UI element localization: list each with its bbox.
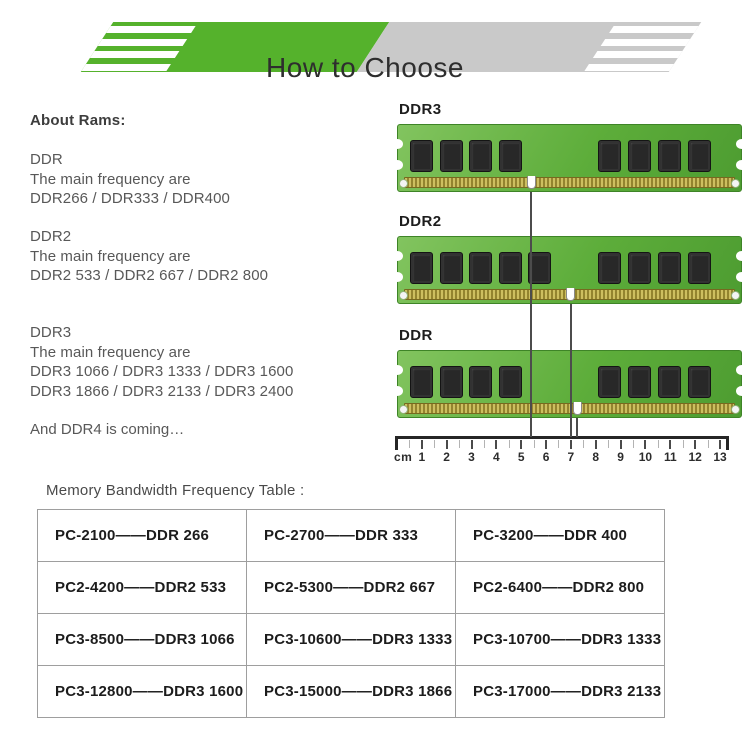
mount-hole	[399, 179, 408, 188]
memory-chip	[598, 252, 621, 284]
ruler-cm-number: 1	[418, 450, 426, 464]
table-cell: PC3-8500——DDR3 1066	[38, 614, 247, 666]
table-row	[38, 562, 665, 614]
memory-chip	[658, 252, 681, 284]
memory-chip	[440, 366, 463, 398]
mount-hole	[731, 291, 740, 300]
ruler-endcap	[726, 436, 729, 450]
ruler-half-tick	[434, 440, 435, 448]
banner-stripe	[81, 64, 172, 71]
memory-chip	[469, 140, 492, 172]
mount-hole	[731, 179, 740, 188]
table-cell: PC2-5300——DDR2 667	[247, 562, 456, 614]
banner-stripe	[601, 39, 701, 46]
banner-stripe	[585, 64, 687, 71]
mount-hole	[399, 291, 408, 300]
module-label-ddr: DDR	[399, 327, 433, 344]
ruler-cm-number: 9	[617, 450, 624, 464]
table-cell: PC3-17000——DDR3 2133	[456, 666, 665, 718]
ruler-half-tick	[683, 440, 684, 448]
text-line: DDR3 1866 / DDR3 2133 / DDR3 2400	[30, 382, 294, 400]
memory-chip	[658, 140, 681, 172]
module-label-ddr3: DDR3	[399, 101, 442, 118]
ruler-cm-number: 13	[713, 450, 727, 464]
ddr4-note: And DDR4 is coming…	[30, 421, 185, 438]
memory-chip	[469, 252, 492, 284]
table-cell: PC3-15000——DDR3 1866	[247, 666, 456, 718]
ruler-endcap	[395, 436, 398, 450]
ruler-cm-number: 3	[468, 450, 475, 464]
text-line: DDR3	[30, 324, 72, 341]
header-banner	[0, 22, 750, 83]
ruler-cm-tick	[471, 440, 473, 449]
frequency-table	[37, 509, 665, 718]
ruler-cm-tick	[644, 440, 646, 449]
text-line: The main frequency are	[30, 247, 191, 265]
memory-chip	[598, 366, 621, 398]
ruler-cm-tick	[620, 440, 622, 449]
ruler-cm-tick	[520, 440, 522, 449]
memory-chip	[628, 140, 651, 172]
text-line: DDR266 / DDR333 / DDR400	[30, 190, 230, 207]
ruler-cm-number: 4	[493, 450, 500, 464]
memory-chip	[658, 366, 681, 398]
memory-chip	[499, 140, 522, 172]
memory-chip	[440, 252, 463, 284]
table-cell: PC-2100——DDR 266	[38, 510, 247, 562]
about-paragraph-ddr2	[30, 227, 268, 286]
memory-chip	[469, 366, 492, 398]
mount-hole	[399, 405, 408, 414]
banner-stripe	[593, 51, 695, 58]
ruler-half-tick	[583, 440, 584, 448]
mount-hole	[731, 405, 740, 414]
text-line: The main frequency are	[30, 343, 191, 361]
memory-chip	[628, 252, 651, 284]
ruler-half-tick	[409, 440, 410, 448]
ruler-unit-label: cm	[394, 450, 413, 464]
ruler-cm-number: 7	[567, 450, 575, 464]
ruler-half-tick	[633, 440, 634, 448]
table-row	[38, 614, 665, 666]
text-line: DDR3 1066 / DDR3 1333 / DDR3 1600	[30, 363, 294, 380]
table-cell: PC2-6400——DDR2 800	[456, 562, 665, 614]
memory-chip	[499, 366, 522, 398]
banner-stripe	[81, 51, 180, 58]
ruler-cm-tick	[495, 440, 497, 449]
memory-chip	[410, 140, 433, 172]
key-notch	[573, 402, 582, 415]
memory-chip	[688, 140, 711, 172]
ruler-half-tick	[708, 440, 709, 448]
memory-chip	[440, 140, 463, 172]
text-line: DDR2	[30, 228, 72, 245]
ruler-cm-number: 6	[542, 450, 550, 464]
ruler-half-tick	[484, 440, 485, 448]
ruler-cm-number: 10	[638, 450, 653, 464]
ruler-cm-number: 12	[688, 450, 702, 464]
ruler-half-tick	[608, 440, 609, 448]
banner-stripe	[609, 26, 701, 33]
notch-leader-line	[570, 304, 572, 437]
ruler-cm-number: 11	[663, 450, 677, 464]
about-paragraph-ddr	[30, 150, 230, 209]
memory-chip	[598, 140, 621, 172]
ruler-cm-tick	[421, 440, 423, 449]
text-line: The main frequency are	[30, 170, 191, 188]
table-cell: PC3-10600——DDR3 1333	[247, 614, 456, 666]
memory-chip	[688, 366, 711, 398]
ruler-half-tick	[534, 440, 535, 448]
notch-leader-line	[530, 192, 532, 437]
table-cell: PC3-10700——DDR3 1333	[456, 614, 665, 666]
key-notch	[527, 176, 536, 189]
banner-stripe	[94, 26, 196, 33]
table-cell: PC3-12800——DDR3 1600	[38, 666, 247, 718]
table-cell: PC2-4200——DDR2 533	[38, 562, 247, 614]
memory-chip	[499, 252, 522, 284]
ruler-cm-number: 8	[592, 450, 600, 464]
table-row	[38, 510, 665, 562]
ruler-bar	[395, 436, 729, 439]
text-line: DDR2 533 / DDR2 667 / DDR2 800	[30, 267, 269, 284]
about-paragraph-ddr3	[30, 323, 293, 401]
ruler-cm-tick	[545, 440, 547, 449]
ram-module-ddr2	[397, 236, 742, 304]
table-cell: PC-2700——DDR 333	[247, 510, 456, 562]
text-line: DDR	[30, 151, 63, 168]
ruler-half-tick	[558, 440, 559, 448]
page-title: How to Choose	[266, 52, 464, 83]
ruler-cm-tick	[446, 440, 448, 449]
memory-chip	[688, 252, 711, 284]
key-notch	[566, 288, 575, 301]
ruler-cm-number: 5	[517, 450, 525, 464]
table-row	[38, 666, 665, 718]
about-heading: About Rams:	[30, 112, 126, 129]
ruler-half-tick	[658, 440, 659, 448]
memory-chip	[410, 366, 433, 398]
ruler-cm-number: 2	[443, 450, 450, 464]
ruler-cm-tick	[694, 440, 696, 449]
ruler-cm-tick	[595, 440, 597, 449]
banner-stripe	[86, 39, 188, 46]
module-label-ddr2: DDR2	[399, 213, 442, 230]
ruler-half-tick	[509, 440, 510, 448]
ruler-half-tick	[459, 440, 460, 448]
memory-chip	[628, 366, 651, 398]
table-cell: PC-3200——DDR 400	[456, 510, 665, 562]
ruler-cm-tick	[719, 440, 721, 449]
ruler-cm-tick	[570, 440, 572, 449]
table-title: Memory Bandwidth Frequency Table :	[46, 482, 305, 499]
ruler-cm-tick	[669, 440, 671, 449]
notch-leader-line	[576, 418, 578, 437]
ram-module-ddr3	[397, 124, 742, 192]
memory-chip	[410, 252, 433, 284]
gold-contacts	[404, 177, 735, 188]
